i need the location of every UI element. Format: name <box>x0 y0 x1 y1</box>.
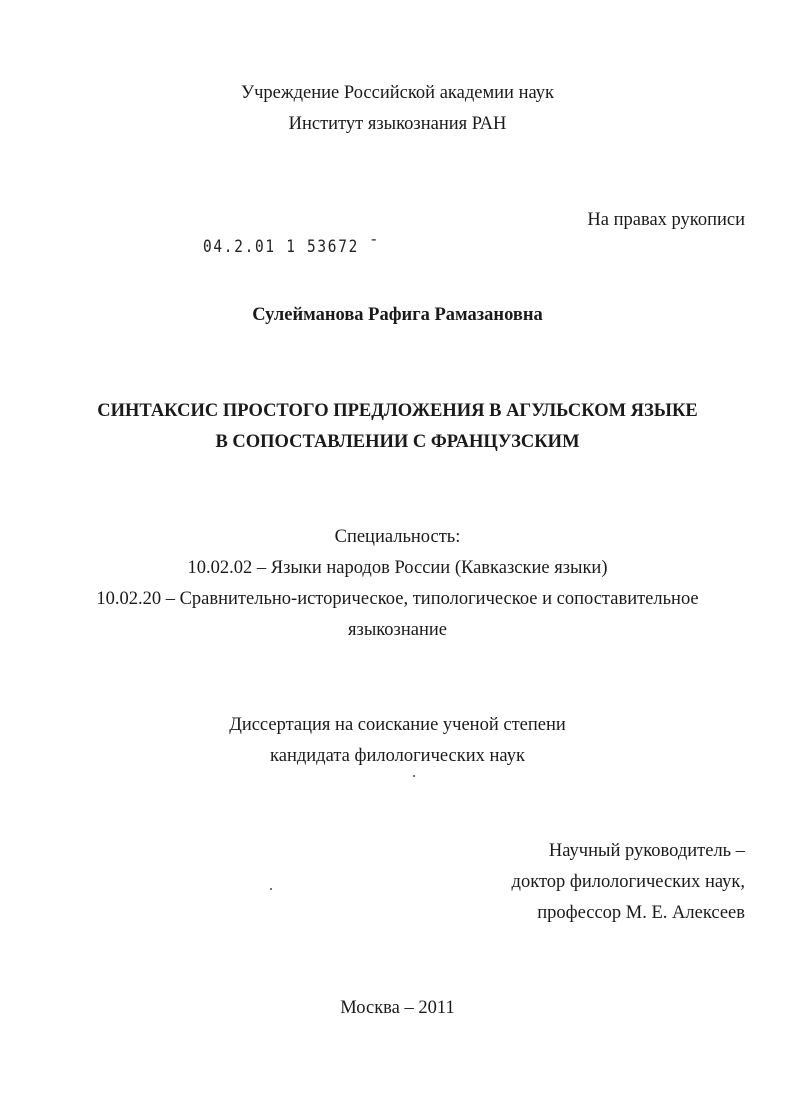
supervisor-name: профессор М. Е. Алексеев <box>537 903 745 923</box>
specialty-item-1: 10.02.02 – Языки народов России (Кавказские языки) <box>187 558 608 578</box>
registry-stamp: 04.2.01 1 53672 ˉ <box>203 237 380 257</box>
manuscript-note: На правах рукописи <box>587 210 745 230</box>
degree-statement: Диссертация на соискание ученой степени <box>229 715 566 735</box>
institution-name: Учреждение Российской академии наук <box>240 83 554 103</box>
degree-name: кандидата филологических наук <box>270 746 525 766</box>
specialty-heading: Специальность: <box>334 527 461 547</box>
supervisor-label: Научный руководитель – <box>548 841 745 861</box>
place-and-year: Москва – 2011 <box>340 998 455 1018</box>
supervisor-degree: доктор филологических наук, <box>511 872 745 892</box>
institute-name: Институт языкознания РАН <box>288 114 507 134</box>
specialty-item-2: 10.02.20 – Сравнительно-историческое, типологическое и сопоставительное <box>96 589 699 609</box>
dissertation-title-line-2: В СОПОСТАВЛЕНИИ С ФРАНЦУЗСКИМ <box>215 432 580 452</box>
author-name: Сулейманова Рафига Рамазановна <box>252 305 543 325</box>
scan-speck <box>413 775 415 777</box>
dissertation-title-line-1: СИНТАКСИС ПРОСТОГО ПРЕДЛОЖЕНИЯ В АГУЛЬСКОМ ЯЗЫКЕ <box>97 401 698 421</box>
scan-speck <box>270 888 272 890</box>
specialty-item-2-continued: языкознание <box>348 620 447 640</box>
